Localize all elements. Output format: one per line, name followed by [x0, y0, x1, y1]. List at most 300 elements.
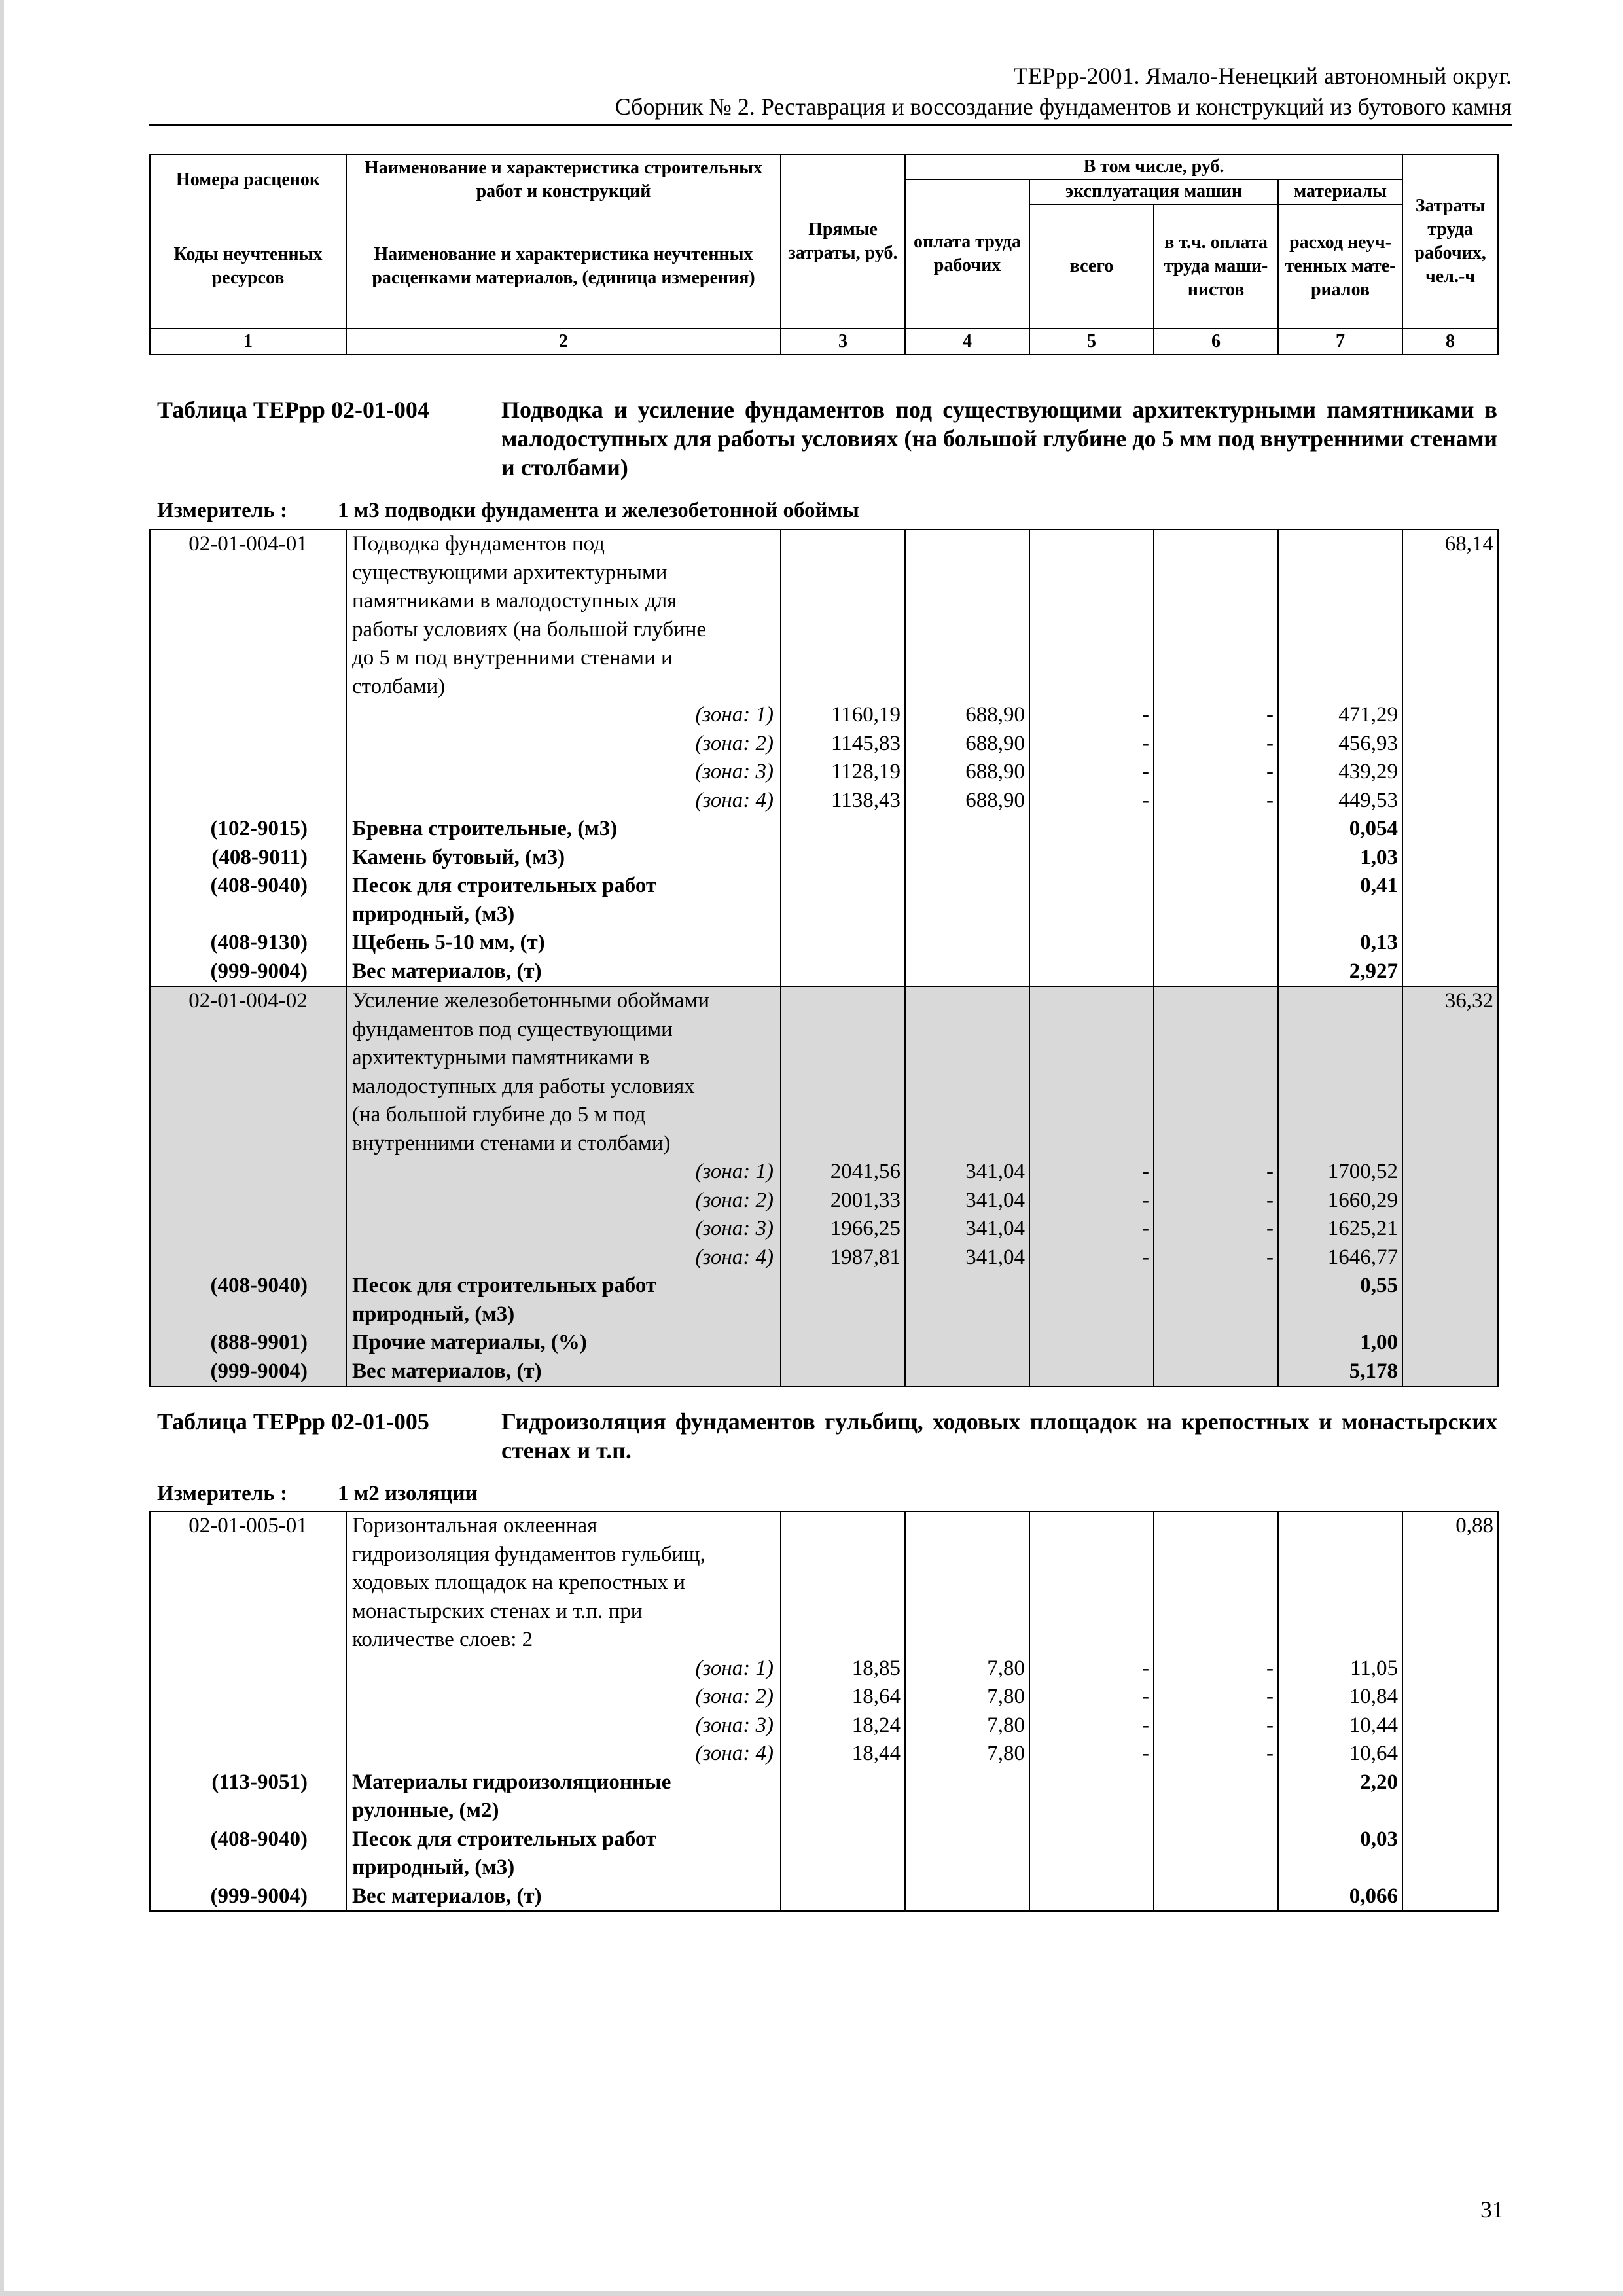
table-row [150, 1101, 1498, 1130]
resource-code: (408-9040) [150, 1825, 346, 1854]
machine-total [1029, 929, 1154, 958]
machinist-pay [1154, 901, 1278, 929]
machine-total [1029, 529, 1154, 559]
rate-name-line: малодоступных для работы условиях [346, 1073, 781, 1102]
machine-total [1029, 1272, 1154, 1300]
table-row [150, 1158, 1498, 1187]
machinist-pay [1154, 1329, 1278, 1357]
machinist-pay [1154, 958, 1278, 987]
machinist-pay [1154, 1569, 1278, 1598]
direct-cost [781, 673, 905, 702]
direct-cost [781, 529, 905, 559]
table-row [150, 1044, 1498, 1073]
labor-pay: 688,90 [905, 787, 1029, 816]
zone-label: (зона: 1) [346, 1158, 781, 1187]
table-row [150, 1683, 1498, 1712]
zone-label: (зона: 4) [346, 1244, 781, 1272]
machinist-pay [1154, 1272, 1278, 1300]
table-row [150, 587, 1498, 616]
col-number: 7 [1278, 329, 1402, 355]
labor-pay [905, 1329, 1029, 1357]
material-cost: 449,53 [1278, 787, 1402, 816]
labor-hours: 0,88 [1402, 1511, 1498, 1541]
resource-name-line: Вес материалов, (т) [346, 1357, 781, 1387]
table-row [150, 1598, 1498, 1626]
machine-total: - [1029, 787, 1154, 816]
resource-amount: 0,13 [1278, 929, 1402, 958]
resource-name-line: Прочие материалы, (%) [346, 1329, 781, 1357]
labor-pay [905, 1541, 1029, 1570]
resource-amount: 0,066 [1278, 1882, 1402, 1912]
measure-value: 1 м2 изоляции [338, 1482, 478, 1505]
zone-label: (зона: 3) [346, 758, 781, 787]
labor-pay [905, 986, 1029, 1016]
machinist-pay [1154, 587, 1278, 616]
measure-label: Измеритель : [157, 1482, 288, 1505]
rate-name-line: количестве слоев: 2 [346, 1626, 781, 1655]
material-cost [1278, 587, 1402, 616]
labor-hours [1402, 673, 1498, 702]
labor-hours: 68,14 [1402, 529, 1498, 559]
rate-code [150, 559, 346, 588]
table-row [150, 1300, 1498, 1329]
resource-amount [1278, 1854, 1402, 1882]
zone-label: (зона: 1) [346, 1655, 781, 1683]
machinist-pay: - [1154, 730, 1278, 759]
direct-cost [781, 1825, 905, 1854]
labor-hours [1402, 1768, 1498, 1797]
labor-hours [1402, 1101, 1498, 1130]
resource-name-line: Бревна строительные, (м3) [346, 815, 781, 844]
rate-code [150, 616, 346, 645]
direct-cost [781, 958, 905, 987]
machinist-pay [1154, 1130, 1278, 1158]
labor-pay [905, 872, 1029, 901]
rate-code [150, 1101, 346, 1130]
direct-cost: 18,64 [781, 1683, 905, 1712]
direct-cost [781, 1511, 905, 1541]
labor-hours [1402, 929, 1498, 958]
material-cost: 10,64 [1278, 1740, 1402, 1768]
resource-code [150, 1300, 346, 1329]
col-number: 2 [346, 329, 781, 355]
resource-amount: 0,03 [1278, 1825, 1402, 1854]
machine-total [1029, 872, 1154, 901]
table-row [150, 1854, 1498, 1882]
machine-total: - [1029, 1244, 1154, 1272]
machinist-pay [1154, 1101, 1278, 1130]
rate-code [150, 1187, 346, 1215]
labor-pay [905, 929, 1029, 958]
table-row [150, 529, 1498, 559]
labor-hours [1402, 958, 1498, 987]
table-row [150, 1329, 1498, 1357]
page-left-edge [0, 0, 4, 2296]
machine-total [1029, 986, 1154, 1016]
labor-pay [905, 1044, 1029, 1073]
unaccounted-materials-header: расход неуч-тенных мате-риалов [1278, 204, 1402, 329]
machine-total [1029, 1044, 1154, 1073]
direct-cost [781, 815, 905, 844]
machine-total [1029, 844, 1154, 872]
resource-code: (408-9040) [150, 872, 346, 901]
machine-total [1029, 1768, 1154, 1797]
machinist-pay [1154, 986, 1278, 1016]
resource-amount: 1,00 [1278, 1329, 1402, 1357]
direct-cost: 1987,81 [781, 1244, 905, 1272]
table-row [150, 929, 1498, 958]
resource-amount: 0,55 [1278, 1272, 1402, 1300]
machinist-pay [1154, 815, 1278, 844]
rate-code [150, 1569, 346, 1598]
labor-hours [1402, 1712, 1498, 1740]
labor-pay [905, 1016, 1029, 1045]
labor-hours [1402, 1016, 1498, 1045]
labor-pay: 7,80 [905, 1655, 1029, 1683]
labor-pay [905, 958, 1029, 987]
resource-amount [1278, 1300, 1402, 1329]
machinist-pay [1154, 1016, 1278, 1045]
machinist-pay [1154, 559, 1278, 588]
material-cost [1278, 1044, 1402, 1073]
labor-hours [1402, 1329, 1498, 1357]
page-bottom-edge [0, 2291, 1623, 2296]
machine-total [1029, 1357, 1154, 1387]
resource-amount: 5,178 [1278, 1357, 1402, 1387]
table-row [150, 1825, 1498, 1854]
machine-total [1029, 1825, 1154, 1854]
direct-cost [781, 1101, 905, 1130]
rate-code [150, 1683, 346, 1712]
machine-total [1029, 1854, 1154, 1882]
labor-hours [1402, 758, 1498, 787]
rate-name-line: гидроизоляция фундаментов гульбищ, [346, 1541, 781, 1570]
direct-cost: 1160,19 [781, 701, 905, 730]
resource-amount: 0,41 [1278, 872, 1402, 901]
labor-pay [905, 1300, 1029, 1329]
column-header-table [149, 154, 1499, 355]
material-cost [1278, 1626, 1402, 1655]
resource-name-line: Песок для строительных работ [346, 1272, 781, 1300]
labor-cost-header: Затраты труда рабочих, чел.-ч [1402, 154, 1498, 329]
machine-total [1029, 587, 1154, 616]
labor-hours [1402, 1158, 1498, 1187]
direct-cost: 1145,83 [781, 730, 905, 759]
labor-pay [905, 1768, 1029, 1797]
machine-operation-header: эксплуатация машин [1029, 179, 1278, 204]
direct-cost: 18,85 [781, 1655, 905, 1683]
material-cost [1278, 673, 1402, 702]
direct-cost [781, 559, 905, 588]
machinist-pay [1154, 929, 1278, 958]
labor-pay [905, 1825, 1029, 1854]
machinist-pay [1154, 1044, 1278, 1073]
material-cost [1278, 1016, 1402, 1045]
machine-total: - [1029, 758, 1154, 787]
rate-name-line: существующими архитектурными [346, 559, 781, 588]
material-cost: 10,84 [1278, 1683, 1402, 1712]
table-row [150, 1655, 1498, 1683]
rate-code [150, 1158, 346, 1187]
table-row [150, 616, 1498, 645]
machine-total [1029, 901, 1154, 929]
material-cost [1278, 1101, 1402, 1130]
rate-code [150, 758, 346, 787]
labor-hours [1402, 1854, 1498, 1882]
labor-hours [1402, 1626, 1498, 1655]
labor-pay: 341,04 [905, 1244, 1029, 1272]
table1-data [149, 529, 1499, 1387]
labor-pay: 7,80 [905, 1683, 1029, 1712]
table-row [150, 1797, 1498, 1825]
labor-hours [1402, 1244, 1498, 1272]
machinist-pay [1154, 1854, 1278, 1882]
labor-pay [905, 1130, 1029, 1158]
labor-hours [1402, 1655, 1498, 1683]
labor-hours [1402, 1130, 1498, 1158]
rate-code [150, 587, 346, 616]
rate-code [150, 1073, 346, 1102]
labor-pay [905, 587, 1029, 616]
table-row [150, 559, 1498, 588]
labor-pay [905, 1073, 1029, 1102]
labor-hours [1402, 872, 1498, 901]
resource-code: (999-9004) [150, 958, 346, 987]
machinist-pay [1154, 529, 1278, 559]
resource-amount: 1,03 [1278, 844, 1402, 872]
machinist-pay: - [1154, 701, 1278, 730]
rate-code: 02-01-004-01 [150, 529, 346, 559]
labor-pay: 341,04 [905, 1215, 1029, 1244]
rate-code [150, 1044, 346, 1073]
resource-code: (102-9015) [150, 815, 346, 844]
machine-total [1029, 673, 1154, 702]
resource-amount: 2,927 [1278, 958, 1402, 987]
direct-cost [781, 1797, 905, 1825]
direct-cost [781, 1854, 905, 1882]
machinist-pay [1154, 616, 1278, 645]
machinist-pay [1154, 1357, 1278, 1387]
labor-hours [1402, 1797, 1498, 1825]
labor-hours [1402, 559, 1498, 588]
col1-top-header: Номера расценок [150, 154, 346, 204]
labor-pay [905, 1598, 1029, 1626]
col2-top-header: Наименование и характеристика строительных работ и конструкций [346, 154, 781, 204]
labor-pay [905, 673, 1029, 702]
machinist-pay: - [1154, 1215, 1278, 1244]
rate-code [150, 673, 346, 702]
material-cost [1278, 1598, 1402, 1626]
labor-hours [1402, 587, 1498, 616]
material-cost [1278, 1569, 1402, 1598]
rate-code [150, 1130, 346, 1158]
col3-header: Прямые затраты, руб. [781, 154, 905, 329]
direct-cost [781, 872, 905, 901]
machine-total: - [1029, 1158, 1154, 1187]
material-cost [1278, 986, 1402, 1016]
machine-total [1029, 1569, 1154, 1598]
rate-name-line: внутренними стенами и столбами) [346, 1130, 781, 1158]
material-cost [1278, 644, 1402, 673]
labor-hours [1402, 730, 1498, 759]
running-header-subtitle: Сборник № 2. Реставрация и воссоздание фундаментов и конструкций из бутового камня [615, 94, 1512, 120]
labor-hours [1402, 644, 1498, 673]
labor-pay [905, 815, 1029, 844]
machinist-pay: - [1154, 1683, 1278, 1712]
labor-hours [1402, 1044, 1498, 1073]
measure-value: 1 м3 подводки фундамента и железобетонной обоймы [338, 499, 859, 522]
direct-cost [781, 901, 905, 929]
machinist-pay [1154, 1825, 1278, 1854]
labor-hours [1402, 815, 1498, 844]
material-cost: 11,05 [1278, 1655, 1402, 1683]
labor-hours [1402, 1357, 1498, 1387]
machinist-pay [1154, 1073, 1278, 1102]
labor-pay [905, 1569, 1029, 1598]
labor-hours [1402, 1598, 1498, 1626]
machine-total [1029, 1329, 1154, 1357]
rate-code [150, 730, 346, 759]
machinist-pay: - [1154, 1740, 1278, 1768]
material-cost [1278, 1511, 1402, 1541]
col-number: 4 [905, 329, 1029, 355]
rate-name-line: до 5 м под внутренними стенами и [346, 644, 781, 673]
table-row [150, 1244, 1498, 1272]
rate-name-line: столбами) [346, 673, 781, 702]
machinist-pay [1154, 844, 1278, 872]
zone-label: (зона: 4) [346, 1740, 781, 1768]
labor-pay [905, 559, 1029, 588]
labor-hours [1402, 1300, 1498, 1329]
material-cost: 1625,21 [1278, 1215, 1402, 1244]
table-row [150, 644, 1498, 673]
machinist-pay [1154, 1300, 1278, 1329]
rate-name-line: работы условиях (на большой глубине [346, 616, 781, 645]
resource-code: (408-9040) [150, 1272, 346, 1300]
machine-total [1029, 1511, 1154, 1541]
table-row [150, 901, 1498, 929]
labor-hours [1402, 1569, 1498, 1598]
labor-pay [905, 529, 1029, 559]
machinist-pay [1154, 872, 1278, 901]
col1-bottom-header: Коды неучтенных ресурсов [150, 204, 346, 329]
table-row [150, 1073, 1498, 1102]
rate-name-line: монастырских стенах и т.п. при [346, 1598, 781, 1626]
machine-total [1029, 1101, 1154, 1130]
rate-code [150, 1244, 346, 1272]
machinist-pay: - [1154, 1244, 1278, 1272]
direct-cost: 2001,33 [781, 1187, 905, 1215]
resource-name-line: природный, (м3) [346, 901, 781, 929]
direct-cost [781, 1541, 905, 1570]
material-cost: 1700,52 [1278, 1158, 1402, 1187]
table-row [150, 673, 1498, 702]
rate-code: 02-01-004-02 [150, 986, 346, 1016]
rate-code: 02-01-005-01 [150, 1511, 346, 1541]
rate-code [150, 1655, 346, 1683]
labor-pay [905, 644, 1029, 673]
material-cost [1278, 1130, 1402, 1158]
direct-cost [781, 1626, 905, 1655]
resource-amount: 0,054 [1278, 815, 1402, 844]
zone-label: (зона: 4) [346, 787, 781, 816]
machine-total [1029, 1626, 1154, 1655]
table-row [150, 1882, 1498, 1912]
direct-cost: 1138,43 [781, 787, 905, 816]
labor-hours [1402, 1882, 1498, 1912]
rate-code [150, 701, 346, 730]
direct-cost [781, 1073, 905, 1102]
machinist-pay: - [1154, 1187, 1278, 1215]
material-cost [1278, 559, 1402, 588]
rate-code [150, 787, 346, 816]
direct-cost [781, 587, 905, 616]
table1-label: Таблица ТЕРрр 02-01-004 [157, 397, 429, 423]
labor-pay [905, 1357, 1029, 1387]
machinist-pay: - [1154, 787, 1278, 816]
labor-hours [1402, 1073, 1498, 1102]
direct-cost [781, 1130, 905, 1158]
labor-pay: 688,90 [905, 701, 1029, 730]
machine-total: - [1029, 730, 1154, 759]
resource-code [150, 1797, 346, 1825]
machinist-pay [1154, 673, 1278, 702]
resource-code [150, 901, 346, 929]
table2-data [149, 1511, 1499, 1912]
labor-pay [905, 844, 1029, 872]
col2-bottom-header: Наименование и характеристика неучтенных расценками материалов, (единица измерения) [346, 204, 781, 329]
machine-total [1029, 644, 1154, 673]
direct-cost [781, 1272, 905, 1300]
rate-name-line: Горизонтальная оклеенная [346, 1511, 781, 1541]
machine-total [1029, 1300, 1154, 1329]
direct-cost: 1128,19 [781, 758, 905, 787]
labor-pay: 7,80 [905, 1712, 1029, 1740]
col-number: 5 [1029, 329, 1154, 355]
table-row [150, 730, 1498, 759]
direct-cost [781, 1016, 905, 1045]
table-row [150, 1740, 1498, 1768]
labor-pay: 688,90 [905, 758, 1029, 787]
material-cost [1278, 529, 1402, 559]
labor-hours [1402, 1187, 1498, 1215]
table-row [150, 1768, 1498, 1797]
rate-code [150, 1740, 346, 1768]
rate-name-line: Усиление железобетонными обоймами [346, 986, 781, 1016]
machinist-pay: - [1154, 1655, 1278, 1683]
labor-pay: 341,04 [905, 1158, 1029, 1187]
zone-label: (зона: 2) [346, 1187, 781, 1215]
table2-label: Таблица ТЕРрр 02-01-005 [157, 1408, 429, 1435]
machine-total [1029, 1598, 1154, 1626]
table-row [150, 1357, 1498, 1387]
direct-cost [781, 1300, 905, 1329]
page-number: 31 [1480, 2197, 1504, 2223]
table-row [150, 1215, 1498, 1244]
machine-total: - [1029, 701, 1154, 730]
machinist-pay [1154, 1882, 1278, 1912]
header-rule [149, 124, 1512, 126]
direct-cost [781, 616, 905, 645]
labor-hours [1402, 701, 1498, 730]
labor-hours [1402, 1825, 1498, 1854]
machinist-pay [1154, 1768, 1278, 1797]
table-row [150, 872, 1498, 901]
material-cost: 456,93 [1278, 730, 1402, 759]
labor-hours [1402, 1272, 1498, 1300]
machine-total: - [1029, 1187, 1154, 1215]
labor-hours [1402, 616, 1498, 645]
